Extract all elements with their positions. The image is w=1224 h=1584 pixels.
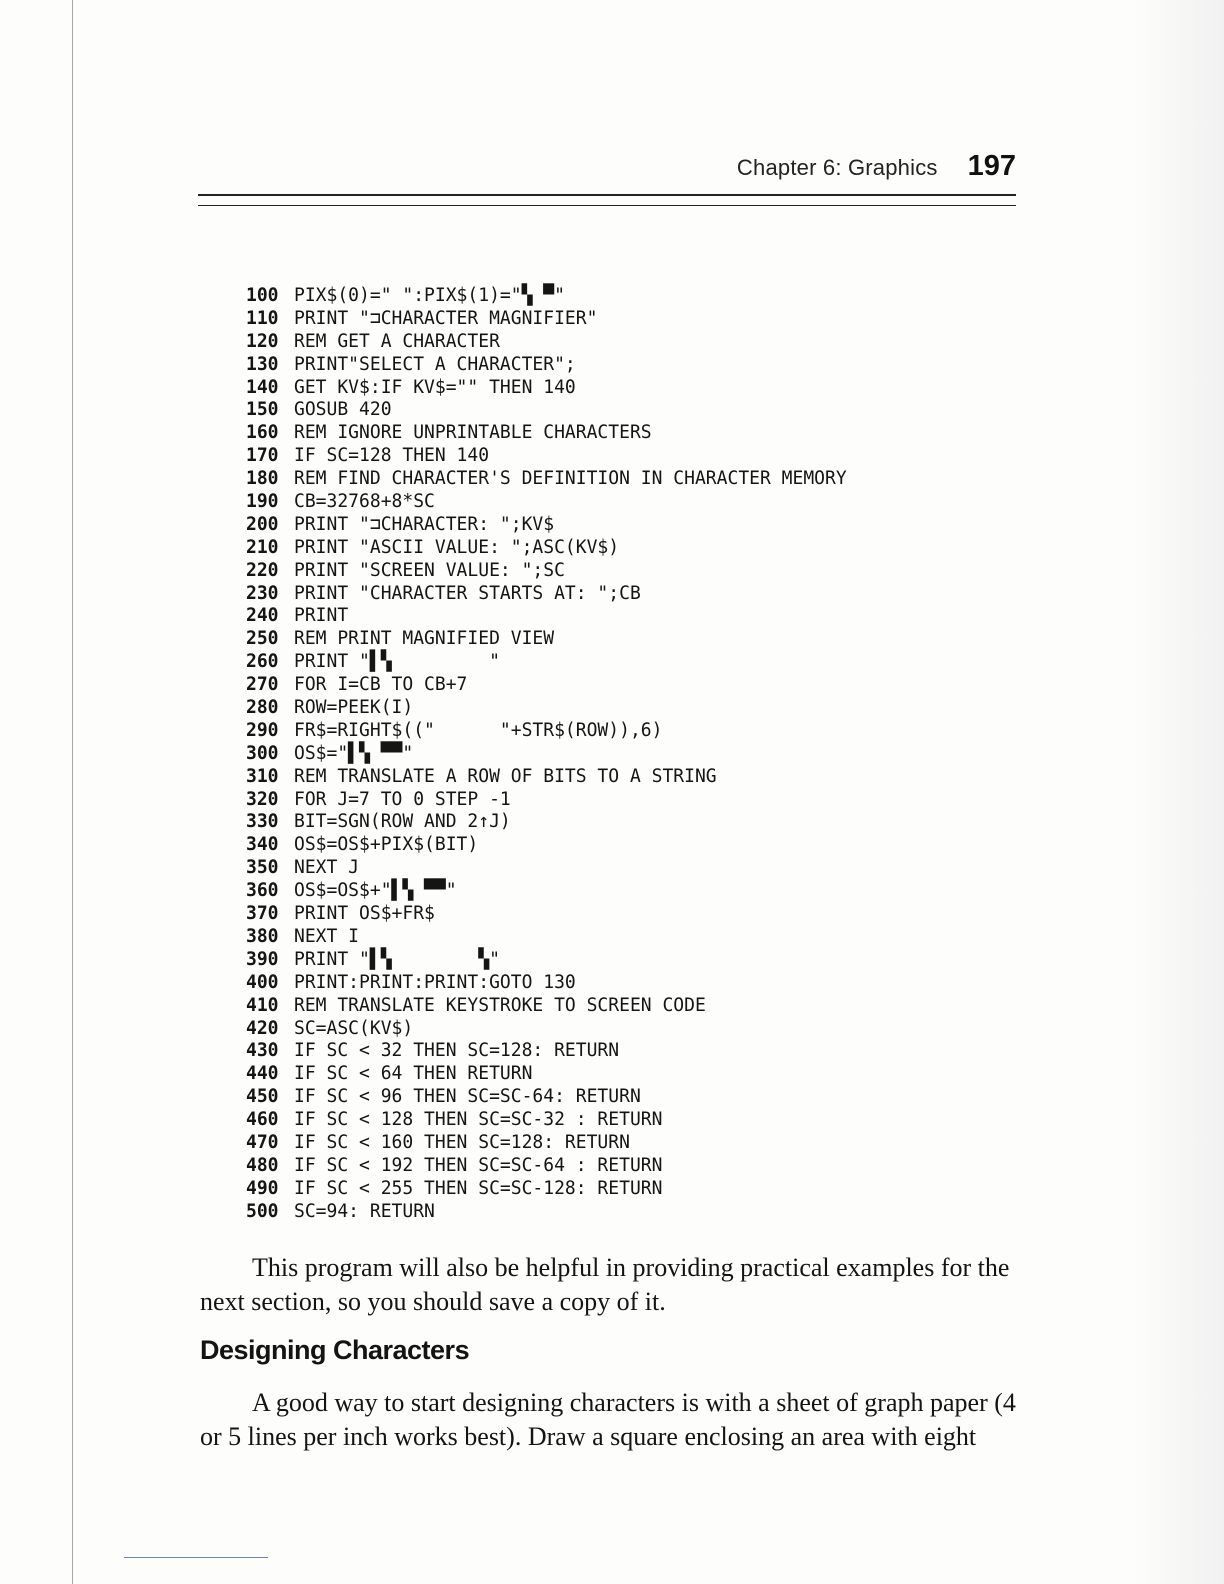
line-code: FR$=RIGHT$((" "+STR$(ROW)),6) (294, 719, 663, 742)
line-code: PRINT "ASCII VALUE: ";ASC(KV$) (294, 536, 620, 559)
line-code: PRINT (294, 604, 349, 627)
line-number: 270 (246, 673, 279, 696)
line-code: OS$=OS$+"▌▚ ▀▀" (294, 879, 457, 902)
line-number: 250 (246, 627, 279, 650)
code-line (246, 971, 847, 995)
line-code: NEXT I (294, 925, 360, 948)
line-code: IF SC < 64 THEN RETURN (294, 1062, 533, 1085)
code-line (246, 902, 847, 926)
code-line (246, 1063, 847, 1087)
line-code: PRINT:PRINT:PRINT:GOTO 130 (294, 971, 576, 994)
line-code: BIT=SGN(ROW AND 2↑J) (294, 810, 511, 833)
code-line (246, 513, 847, 537)
section-heading: Designing Characters (200, 1335, 470, 1365)
code-line (246, 490, 847, 514)
line-code: CB=32768+8*SC (294, 490, 435, 513)
code-line (246, 582, 847, 606)
line-number: 170 (246, 444, 279, 467)
line-number: 260 (246, 650, 279, 673)
code-line (246, 1040, 847, 1064)
line-code: PRINT "⊐CHARACTER: ";KV$ (294, 513, 555, 536)
line-code: FOR I=CB TO CB+7 (294, 673, 468, 696)
line-number: 200 (246, 513, 279, 536)
line-number: 310 (246, 765, 279, 788)
body-paragraph: This program will also be helpful in providing practical examples for the next section, so you should save a copy of it. (200, 1253, 1010, 1316)
line-code: IF SC=128 THEN 140 (294, 444, 490, 467)
line-code: PRINT "⊐CHARACTER MAGNIFIER" (294, 307, 598, 330)
line-code: REM GET A CHARACTER (294, 330, 500, 353)
line-number: 110 (246, 307, 279, 330)
line-code: IF SC < 128 THEN SC=SC-32 : RETURN (294, 1108, 663, 1131)
code-line (246, 811, 847, 835)
chapter-label: Chapter 6: Graphics (736, 155, 938, 180)
code-line (246, 1200, 847, 1224)
line-number: 300 (246, 742, 279, 765)
line-code: PRINT"SELECT A CHARACTER"; (294, 353, 576, 376)
header-rule-thick (198, 194, 1016, 196)
page-edge-shadow (1134, 0, 1224, 1584)
code-line (246, 628, 847, 652)
code-line (246, 353, 847, 377)
code-line (246, 696, 847, 720)
line-code: FOR J=7 TO 0 STEP -1 (294, 788, 511, 811)
line-code: REM TRANSLATE A ROW OF BITS TO A STRING (294, 765, 717, 788)
code-line (246, 651, 847, 675)
code-line (246, 1017, 847, 1041)
line-code: NEXT J (294, 856, 360, 879)
line-number: 100 (246, 284, 279, 307)
line-code: REM FIND CHARACTER'S DEFINITION IN CHARACTER MEMORY (294, 467, 847, 490)
line-code: OS$=OS$+PIX$(BIT) (294, 833, 479, 856)
line-number: 500 (246, 1200, 279, 1223)
line-number: 450 (246, 1085, 279, 1108)
line-number: 120 (246, 330, 279, 353)
line-number: 180 (246, 467, 279, 490)
code-line (246, 742, 847, 766)
line-code: SC=ASC(KV$) (294, 1016, 414, 1039)
line-number: 230 (246, 582, 279, 605)
line-number: 140 (246, 375, 279, 399)
code-line (246, 1177, 847, 1201)
line-number: 380 (246, 925, 279, 948)
code-line (246, 857, 847, 881)
page-number: 197 (967, 150, 1016, 182)
code-line (246, 788, 847, 812)
line-number: 280 (246, 696, 279, 719)
line-number: 430 (246, 1039, 279, 1062)
line-number: 470 (246, 1131, 279, 1154)
line-number: 420 (246, 1016, 279, 1039)
code-line (246, 399, 847, 423)
code-line (246, 1108, 847, 1132)
basic-program-listing (246, 285, 847, 1224)
line-code: IF SC < 255 THEN SC=SC-128: RETURN (294, 1177, 663, 1200)
line-number: 390 (246, 948, 279, 971)
code-line (246, 1086, 847, 1110)
line-code: REM TRANSLATE KEYSTROKE TO SCREEN CODE (294, 994, 706, 1017)
code-line (246, 536, 847, 560)
line-code: PRINT OS$+FR$ (294, 902, 435, 925)
line-number: 460 (246, 1108, 279, 1131)
code-line (246, 559, 847, 583)
line-code: ROW=PEEK(I) (294, 696, 414, 719)
line-number: 210 (246, 536, 279, 559)
code-line (246, 948, 847, 972)
line-number: 410 (246, 994, 279, 1017)
code-line (246, 674, 847, 698)
line-code: IF SC < 192 THEN SC=SC-64 : RETURN (294, 1154, 663, 1177)
line-number: 480 (246, 1154, 279, 1177)
line-number: 160 (246, 421, 279, 444)
line-number: 290 (246, 719, 279, 742)
code-line (246, 719, 847, 743)
code-line (246, 925, 847, 949)
line-code: PIX$(0)=" ":PIX$(1)="▚ ▀" (294, 284, 565, 307)
line-number: 240 (246, 604, 279, 627)
code-line (246, 1131, 847, 1155)
line-number: 360 (246, 879, 279, 902)
code-line (246, 1154, 847, 1178)
line-code: IF SC < 160 THEN SC=128: RETURN (294, 1131, 630, 1154)
code-line (246, 330, 847, 354)
code-line (246, 445, 847, 469)
binding-edge-line (72, 0, 73, 1584)
line-code: IF SC < 32 THEN SC=128: RETURN (294, 1039, 620, 1062)
code-line (246, 880, 847, 904)
line-code: REM IGNORE UNPRINTABLE CHARACTERS (294, 421, 652, 444)
line-number: 400 (246, 971, 279, 994)
header-rule-thin (198, 205, 1016, 206)
line-code: REM PRINT MAGNIFIED VIEW (294, 627, 555, 650)
body-paragraph: A good way to start designing characters is with a sheet of graph paper (4 or 5 lines per inch works best). Draw a square enclosing an area with eight (200, 1388, 1016, 1451)
line-number: 220 (246, 559, 279, 582)
line-number: 440 (246, 1062, 279, 1085)
line-number: 190 (246, 490, 279, 513)
line-code: PRINT "▌▚ " (294, 650, 500, 673)
running-header (737, 150, 1016, 183)
footnote-rule (124, 1557, 268, 1558)
code-line (246, 422, 847, 446)
code-line (246, 765, 847, 789)
line-code: SC=94: RETURN (294, 1200, 435, 1223)
line-code: PRINT "CHARACTER STARTS AT: ";CB (294, 582, 641, 605)
line-number: 350 (246, 856, 279, 879)
line-number: 150 (246, 398, 279, 421)
line-number: 320 (246, 788, 279, 811)
line-code: PRINT "▌▚ ▚" (294, 948, 500, 971)
line-number: 330 (246, 810, 279, 833)
code-line (246, 834, 847, 858)
code-line (246, 376, 847, 400)
code-line (246, 284, 847, 308)
code-line (246, 605, 847, 629)
line-code: GOSUB 420 (294, 398, 392, 421)
code-line (246, 468, 847, 492)
line-number: 130 (246, 353, 279, 376)
line-number: 370 (246, 902, 279, 925)
line-code: PRINT "SCREEN VALUE: ";SC (294, 559, 565, 582)
code-line (246, 307, 847, 331)
line-number: 490 (246, 1177, 279, 1200)
line-code: OS$="▌▚ ▀▀" (294, 742, 414, 765)
line-code: GET KV$:IF KV$="" THEN 140 (294, 375, 576, 399)
line-code: IF SC < 96 THEN SC=SC-64: RETURN (294, 1085, 641, 1108)
code-line (246, 994, 847, 1018)
line-number: 340 (246, 833, 279, 856)
